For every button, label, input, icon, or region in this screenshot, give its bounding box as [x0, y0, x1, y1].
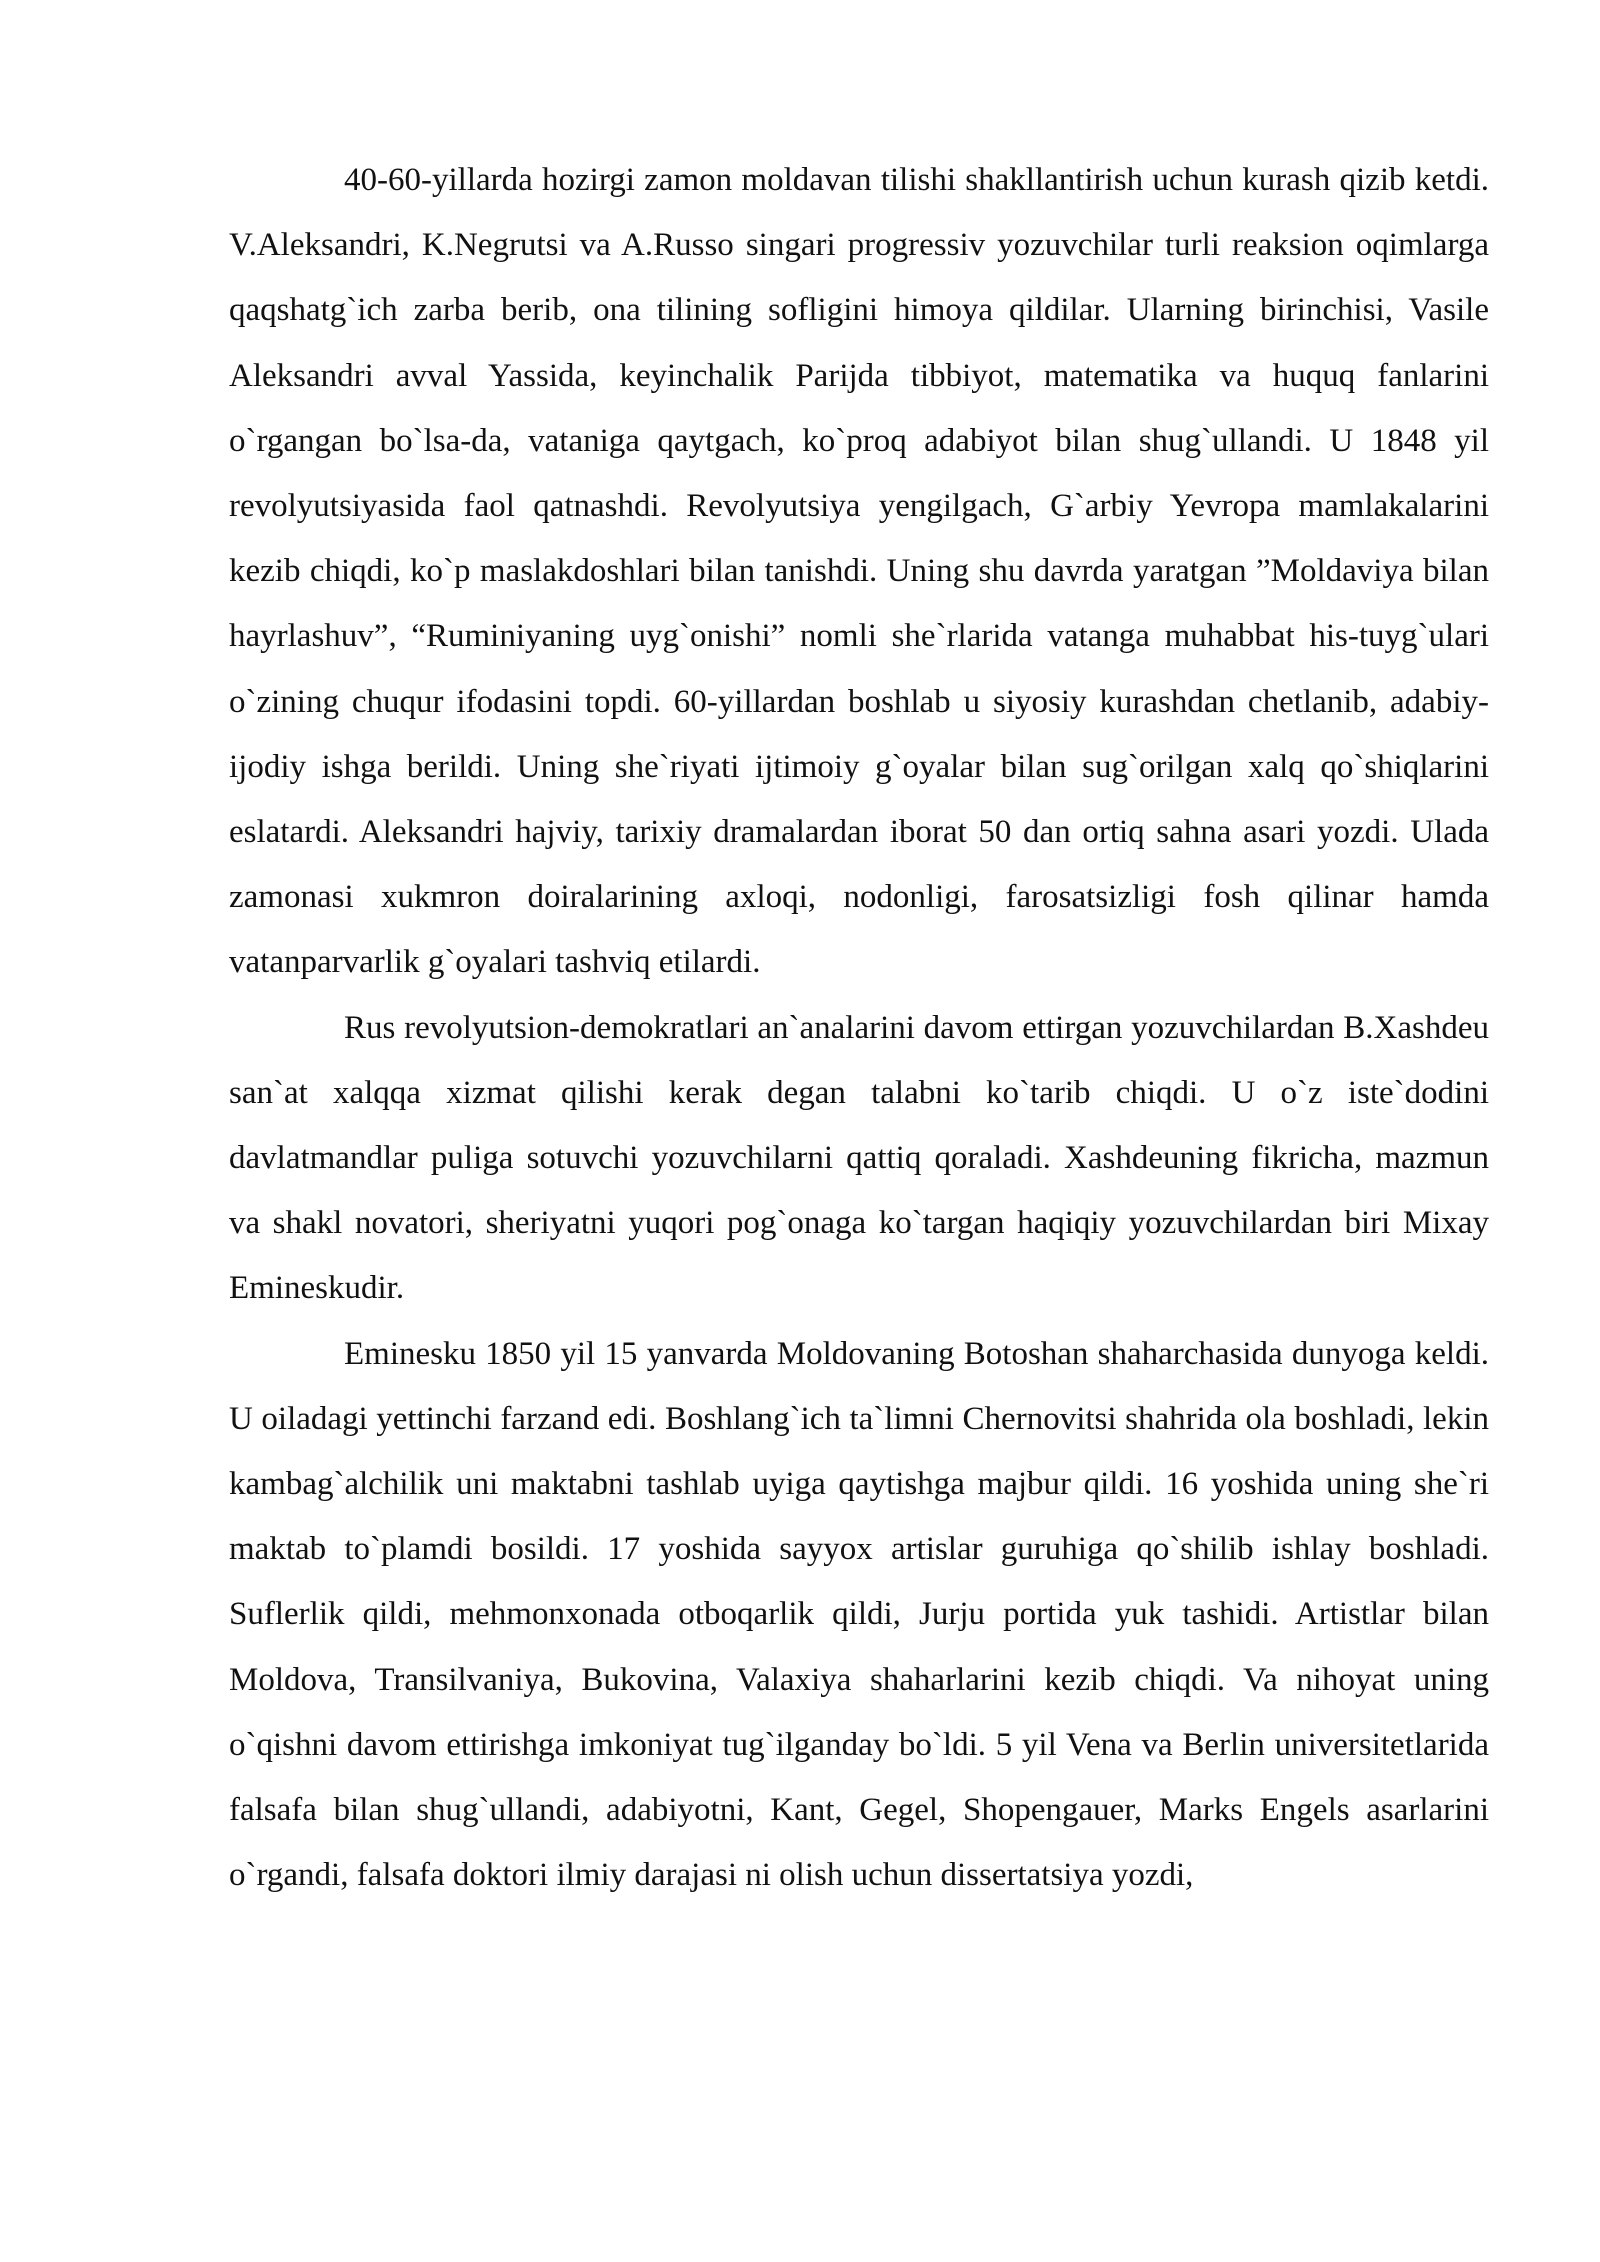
paragraph-3: Eminesku 1850 yil 15 yanvarda Moldovaning Botoshan shaharchasida dunyoga keldi. U oiladagi yettinchi farzand edi. Boshlang`ich ta`limni Chernovitsi shahrida ola boshladi, lekin kambag`alchilik uni maktabni tashlab uyiga qaytishga majbur qildi. 16 yoshida uning she`ri maktab to`plamdi bosildi. 17 yoshida sayyox artislar guruhiga qo`shilib ishlay boshladi. Suflerlik qildi, mehmonxonada otboqarlik qildi, Jurju portida yuk tashidi. Artistlar bilan Moldova, Transilvaniya, Bukovina, Valaxiya shaharlarini kezib chiqdi. Va nihoyat uning o`qishni davom ettirishga imkoniyat tug`ilganday bo`ldi. 5 yil Vena va Berlin universitetlarida falsafa bilan shug`ullandi, adabiyotni, Kant, Gegel, Shopengauer, Marks Engels asarlarini o`rgandi, falsafa doktori ilmiy darajasi ni olish uchun dissertatsiya yozdi,	[229, 1335, 1489, 1894]
paragraph-2: Rus revolyutsion-demokratlari an`analarini davom ettirgan yozuvchilardan B.Xashdeu san`at xalqqa xizmat qilishi kerak degan talabni ko`tarib chiqdi. U o`z iste`dodini davlatmandlar puliga sotuvchi yozuvchilarni qattiq qoraladi. Xashdeuning fikricha, mazmun va shakl novatori, sheriyatni yuqori pog`onaga ko`targan haqiqiy yozuvchilardan biri Mixay Emineskudir.	[229, 1009, 1489, 1307]
body-text	[229, 148, 1489, 1908]
paragraph-1: 40-60-yillarda hozirgi zamon moldavan tilishi shakllantirish uchun kurash qizib ketdi. V.Aleksandri, K.Negrutsi va A.Russo singari progressiv yozuvchilar turli reaksion oqimlarga qaqshatg`ich zarba berib, ona tilining sofligini himoya qildilar. Ularning birinchisi, Vasile Aleksandri avval Yassida, keyinchalik Parijda tibbiyot, matematika va huquq fanlarini o`rgangan bo`lsa-da, vataniga qaytgach, ko`proq adabiyot bilan shug`ullandi. U 1848 yil revolyutsiyasida faol qatnashdi. Revolyutsiya yengilgach, G`arbiy Yevropa mamlakalarini kezib chiqdi, ko`p maslakdoshlari bilan tanishdi. Uning shu davrda yaratgan ”Moldaviya bilan hayrlashuv”, “Ruminiyaning uyg`onishi” nomli she`rlarida vatanga muhabbat his-tuyg`ulari o`zining chuqur ifodasini topdi. 60-yillardan boshlab u siyosiy kurashdan chetlanib, adabiy-ijodiy ishga berildi. Uning she`riyati ijtimoiy g`oyalar bilan sug`orilgan xalq qo`shiqlarini eslatardi. Aleksandri hajviy, tarixiy dramalardan iborat 50 dan ortiq sahna asari yozdi. Ulada zamonasi xukmron doiralarining axloqi, nodonligi, farosatsizligi fosh qilinar hamda vatanparvarlik g`oyalari tashviq etilardi.	[229, 162, 1489, 981]
